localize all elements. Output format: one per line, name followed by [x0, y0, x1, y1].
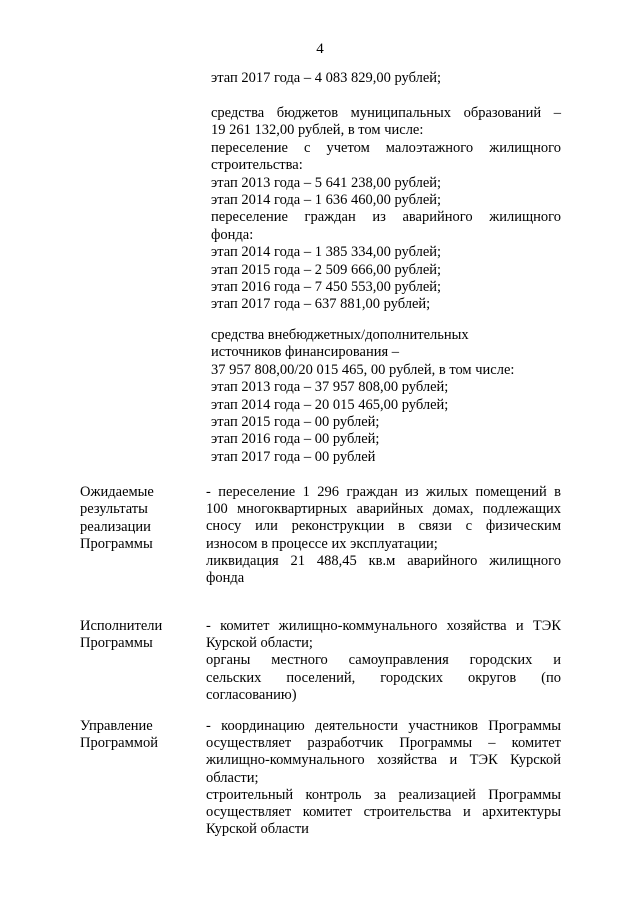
text-line: области; [206, 769, 259, 786]
label-line: Программой [80, 735, 158, 752]
municipal-funding [211, 105, 561, 314]
label-line: Исполнители [80, 618, 163, 634]
text-line: средства внебюджетных/дополнительных [211, 327, 469, 343]
page-number: 4 [316, 41, 324, 57]
text-line: 37 957 808,00/20 015 465, 00 рублей, в том числе: [211, 361, 515, 378]
text-line: сельских поселений, городских округов (по [206, 669, 561, 686]
text-line: фонда [206, 570, 245, 587]
text-line: 19 261 132,00 рублей, в том числе: [211, 122, 424, 139]
label-line: Программы [80, 536, 153, 553]
text-line: Курской области; [206, 635, 313, 652]
executors-label [80, 618, 200, 653]
text-line: этап 2016 года – 7 450 553,00 рублей; [211, 279, 442, 296]
label-line: результаты [80, 501, 148, 518]
text-line: переселение граждан из аварийного жилищного [211, 209, 561, 226]
text-line: осуществляет комитет строительства и архитектуры [206, 804, 561, 821]
text-line: этап 2017 года – 637 881,00 рублей; [211, 296, 431, 313]
text-line: этап 2014 года – 1 636 460,00 рублей; [211, 192, 442, 209]
text-line: органы местного самоуправления городских и [206, 652, 561, 669]
text-line: этап 2013 года – 37 957 808,00 рублей; [211, 379, 449, 396]
text-line: - координацию деятельности участников Программы [206, 718, 561, 734]
funding-section [211, 70, 561, 87]
text-line: фонда: [211, 226, 254, 243]
text-line: согласованию) [206, 686, 297, 703]
text-line: осуществляет разработчик Программы – комитет [206, 735, 561, 752]
text-line: этап 2014 года – 20 015 465,00 рублей; [211, 396, 449, 413]
text-line: этап 2015 года – 2 509 666,00 рублей; [211, 261, 442, 278]
text-line: износом в процессе их эксплуатации; [206, 535, 438, 552]
results-text [206, 484, 561, 587]
text-line: - переселение 1 296 граждан из жилых помещений в [206, 484, 561, 500]
text-line: средства бюджетов муниципальных образований – [211, 105, 561, 121]
text-line: источников финансирования – [211, 344, 400, 361]
label-line: Ожидаемые [80, 484, 154, 500]
text-line: переселение с учетом малоэтажного жилищного [211, 139, 561, 156]
label-line: реализации [80, 518, 151, 535]
text-line: этап 2015 года – 00 рублей; [211, 414, 380, 431]
text-line: Курской области [206, 821, 309, 838]
text-line: этап 2014 года – 1 385 334,00 рублей; [211, 244, 442, 261]
text-line: строительства: [211, 157, 303, 174]
funding-line: этап 2017 года – 4 083 829,00 рублей; [211, 70, 442, 86]
text-line: жилищно-коммунального хозяйства и ТЭК Курской [206, 752, 561, 769]
text-line: - комитет жилищно-коммунального хозяйства и ТЭК [206, 618, 561, 634]
label-line: Программы [80, 635, 153, 652]
management-label [80, 718, 200, 753]
results-label [80, 484, 200, 554]
text-line: строительный контроль за реализацией Программы [206, 786, 561, 803]
management-text [206, 718, 561, 838]
text-line: этап 2013 года – 5 641 238,00 рублей; [211, 174, 442, 191]
text-line: этап 2016 года – 00 рублей; [211, 431, 380, 448]
text-line: ликвидация 21 488,45 кв.м аварийного жилищного [206, 552, 561, 569]
text-line: 100 многоквартирных аварийных домах, подлежащих [206, 501, 561, 518]
executors-text [206, 618, 561, 704]
label-line: Управление [80, 718, 153, 734]
text-line: сносу или реконструкции в связи с физическим [206, 518, 561, 535]
extrabudget-funding [211, 327, 561, 466]
text-line: этап 2017 года – 00 рублей [211, 448, 376, 465]
